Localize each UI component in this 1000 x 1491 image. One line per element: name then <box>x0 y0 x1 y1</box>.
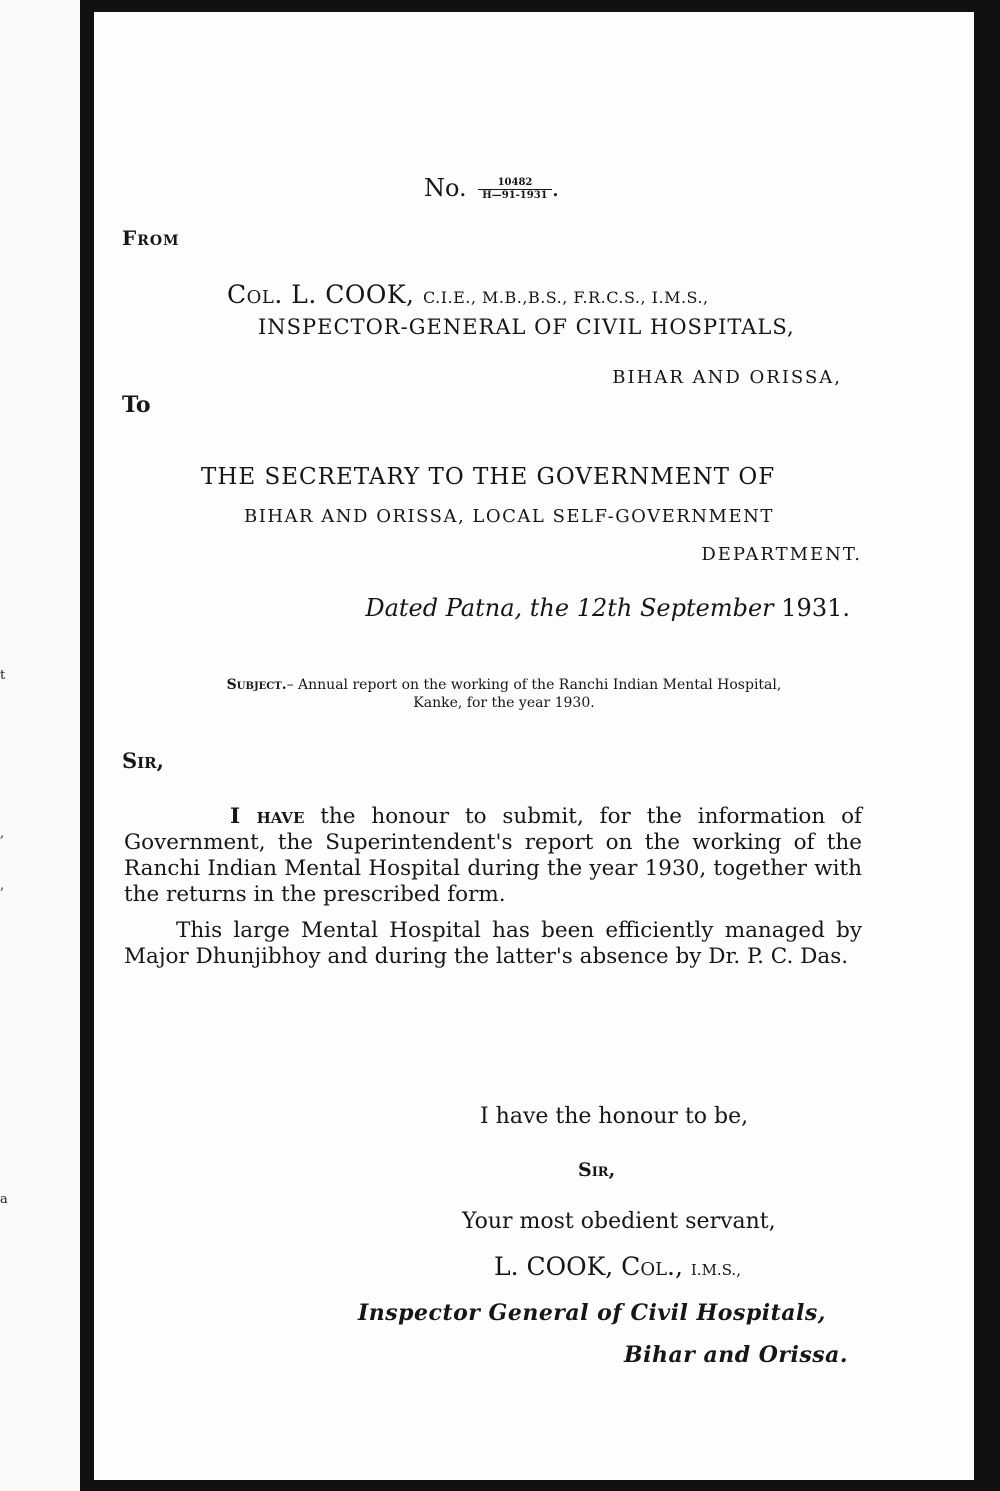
designation-region: Bihar and Orissa. <box>624 1342 849 1368</box>
sender-name-line <box>227 280 709 309</box>
reference-suffix: . <box>551 174 560 202</box>
salutation: Sir, <box>122 748 164 773</box>
closing-line-3: Your most obedient servant, <box>462 1209 776 1234</box>
sender-credentials: C.I.E., M.B.,B.S., F.R.C.S., I.M.S., <box>422 288 709 307</box>
margin-fragment: t <box>0 668 6 683</box>
reference-fraction <box>478 177 551 202</box>
designation: Inspector General of Civil Hospitals, <box>358 1300 826 1326</box>
previous-page-edge <box>0 0 80 1491</box>
margin-fragment: , <box>0 878 5 893</box>
recipient-line-3: DEPARTMENT. <box>701 544 862 565</box>
recipient-line-1: THE SECRETARY TO THE GOVERNMENT OF <box>201 464 776 490</box>
reference-denominator: H—91-1931 <box>482 190 548 201</box>
sender-title: INSPECTOR-GENERAL OF CIVIL HOSPITALS, <box>258 315 795 339</box>
letter-page <box>94 12 974 1480</box>
margin-fragment: , <box>0 826 5 841</box>
reference-number <box>424 174 559 202</box>
margin-fragment: a <box>0 1192 8 1207</box>
subject-line-1: – Annual report on the working of the Ranchi Indian Mental Hospital, <box>286 677 782 693</box>
sender-name: Col. L. COOK, <box>227 280 415 309</box>
closing-line-1: I have the honour to be, <box>480 1104 749 1129</box>
reference-numerator: 10482 <box>478 177 551 190</box>
reference-label: No. <box>424 174 467 202</box>
body-paragraph-2: This large Mental Hospital has been efficiently managed by Major Dhunjibhoy and during the latter's absence by Dr. P. C. Das. <box>124 918 862 969</box>
signature-line <box>494 1252 741 1281</box>
body-paragraph-1 <box>124 804 862 908</box>
subject-line-2: Kanke, for the year 1930. <box>413 695 595 711</box>
signature-name: L. COOK, Col., <box>494 1252 683 1281</box>
subject-label: Subject. <box>226 677 287 693</box>
date-year: 1931. <box>781 594 850 622</box>
from-label: From <box>122 226 180 250</box>
date-text: Dated Patna, the 12th September <box>365 594 774 622</box>
paragraph-lead: I have <box>230 804 305 829</box>
paragraph-1-text: the honour to submit, for the information of Government, the Superintendent's report on the working of the Ranchi Indian Mental Hospital during the year 1930, together with the returns in the prescribed form. <box>124 804 862 907</box>
date-line <box>365 594 850 622</box>
to-label: To <box>122 392 151 418</box>
sender-region: BIHAR AND ORISSA, <box>612 367 842 388</box>
closing-salutation: Sir, <box>578 1159 616 1181</box>
recipient-line-2: BIHAR AND ORISSA, LOCAL SELF-GOVERNMENT <box>244 506 774 527</box>
subject-block <box>164 676 844 712</box>
signature-credentials: I.M.S., <box>690 1261 741 1279</box>
